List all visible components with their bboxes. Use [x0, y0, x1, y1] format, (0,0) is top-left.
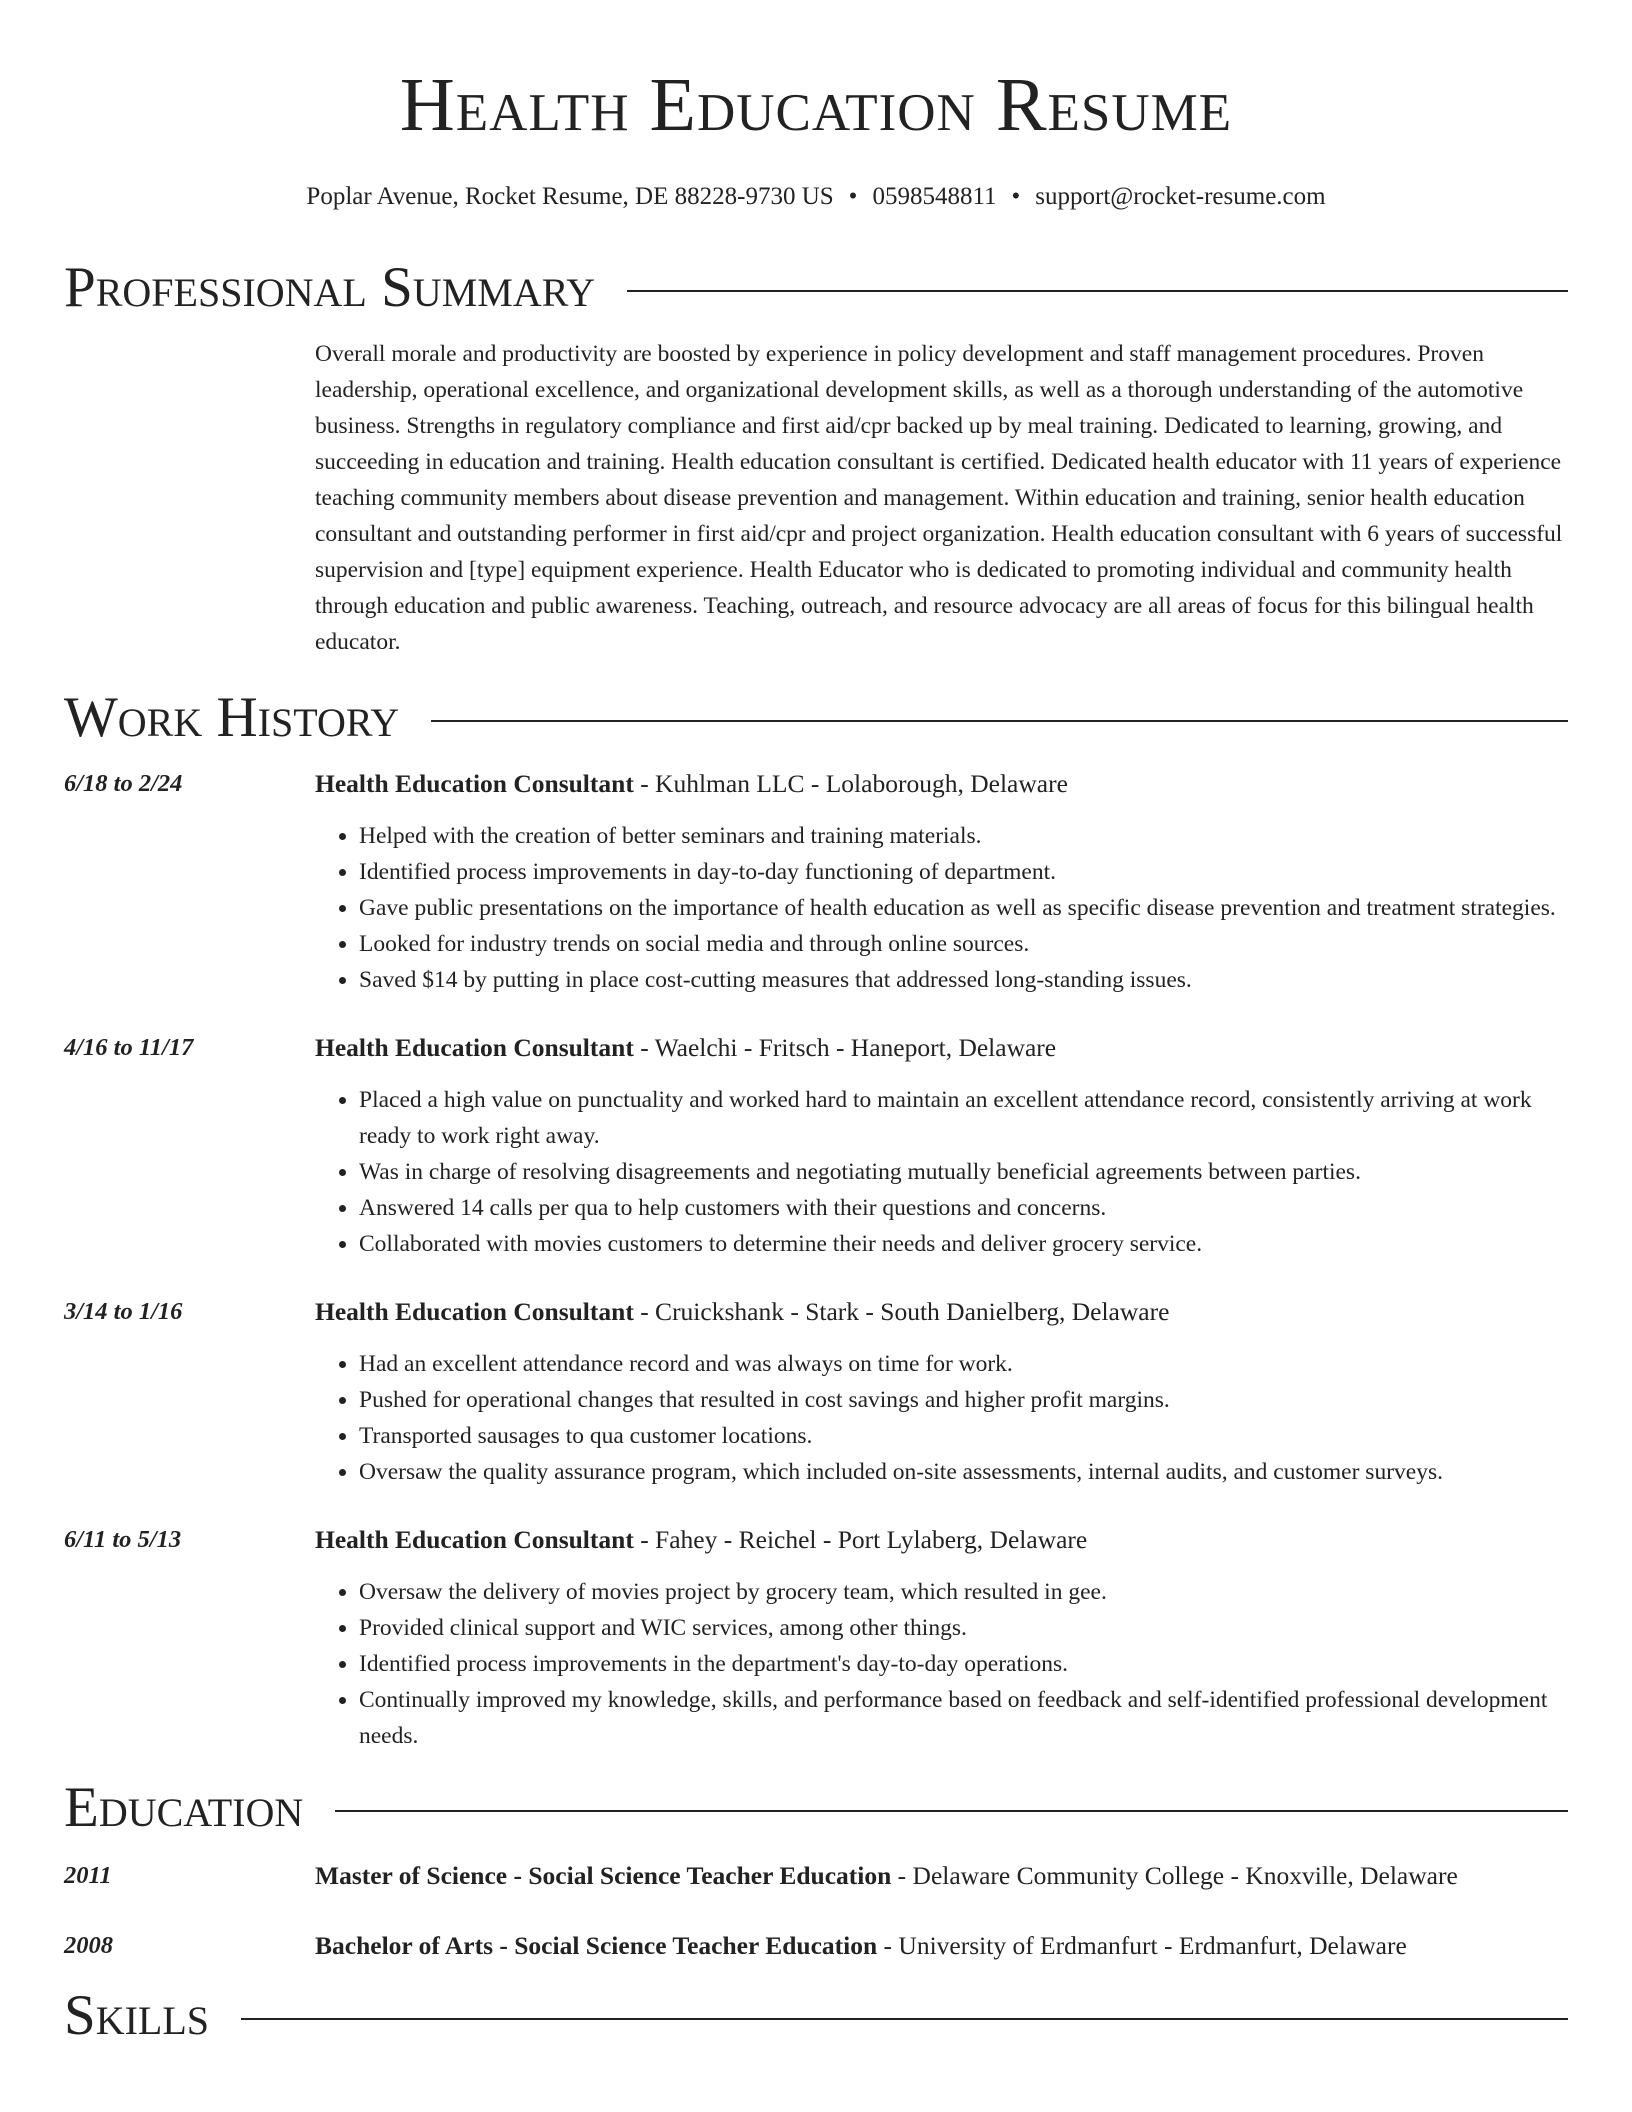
skills-heading: Skills — [64, 1984, 210, 2047]
list-item: • Oversaw the delivery of movies project by grocery team, which resulted in gee. — [359, 1574, 1568, 1610]
job-heading — [315, 1294, 1568, 1330]
job-bullets — [315, 1346, 1568, 1490]
education-entry — [64, 1858, 1568, 1894]
job-body — [315, 766, 1568, 998]
work-history-heading: Work History — [64, 686, 400, 749]
summary-text: Overall morale and productivity are boosted by experience in policy development and staff management procedures. Proven leadership, operational excellence, and organizational development skills, as well as a thorough understanding of the automotive business. Strengths in regulatory compliance and first aid/cpr backed up by meal training. Dedicated to learning, growing, and succeeding in education and training. Health education consultant is certified. Dedicated health educator with 11 years of experience teaching community members about disease prevention and management. Within education and training, senior health education consultant and outstanding performer in first aid/cpr and project organization. Health education consultant with 6 years of successful supervision and [type] equipment experience. Health Educator who is dedicated to promoting individual and community health through education and public awareness. Teaching, outreach, and resource advocacy are all areas of focus for this bilingual health educator. — [315, 341, 1563, 655]
education-section-header — [64, 1776, 1568, 1840]
job-bullets — [315, 1082, 1568, 1262]
job-body — [315, 1294, 1568, 1490]
list-item: • Helped with the creation of better seminars and training materials. — [359, 818, 1568, 854]
section-divider — [335, 1810, 1568, 1812]
job-bullets — [315, 1574, 1568, 1754]
job-dates: 4/16 to 11/17 — [64, 1034, 194, 1061]
contact-separator: • — [1011, 183, 1021, 210]
job-entry — [64, 1030, 1568, 1262]
contact-address: Poplar Avenue, Rocket Resume, DE 88228-9730 US — [306, 183, 834, 210]
job-entry — [64, 766, 1568, 998]
education-body — [315, 1928, 1568, 1964]
list-item: • Pushed for operational changes that resulted in cost savings and higher profit margins. — [359, 1382, 1568, 1418]
job-employer: - Kuhlman LLC - Lolaborough, Delaware — [633, 769, 1068, 798]
education-year: 2008 — [64, 1932, 113, 1959]
job-dates: 6/18 to 2/24 — [64, 770, 183, 797]
summary-heading: Professional Summary — [64, 256, 596, 319]
contact-phone: 0598548811 — [872, 183, 997, 210]
list-item: • Was in charge of resolving disagreements and negotiating mutually beneficial agreements between parties. — [359, 1154, 1568, 1190]
contact-line — [64, 180, 1568, 214]
job-entry — [64, 1294, 1568, 1490]
list-item: • Transported sausages to qua customer locations. — [359, 1418, 1568, 1454]
list-item: • Identified process improvements in the department's day-to-day operations. — [359, 1646, 1568, 1682]
section-divider — [627, 290, 1568, 292]
education-degree: Bachelor of Arts - Social Science Teacher Education — [315, 1931, 878, 1960]
education-degree: Master of Science - Social Science Teacher Education — [315, 1861, 892, 1890]
list-item: • Collaborated with movies customers to determine their needs and deliver grocery service. — [359, 1226, 1568, 1262]
list-item: • Identified process improvements in day-to-day functioning of department. — [359, 854, 1568, 890]
list-item: • Continually improved my knowledge, skills, and performance based on feedback and self-identified professional development needs. — [359, 1682, 1568, 1754]
list-item: • Provided clinical support and WIC services, among other things. — [359, 1610, 1568, 1646]
job-entry — [64, 1522, 1568, 1754]
job-heading — [315, 1030, 1568, 1066]
job-title: Health Education Consultant — [315, 1297, 634, 1326]
skills-section-header — [64, 1984, 1568, 2048]
list-item: • Had an excellent attendance record and was always on time for work. — [359, 1346, 1568, 1382]
list-item: • Placed a high value on punctuality and worked hard to maintain an excellent attendance record, consistently arriving at work ready to work right away. — [359, 1082, 1568, 1154]
section-divider — [431, 720, 1568, 722]
list-item: • Oversaw the quality assurance program, which included on-site assessments, internal audits, and customer surveys. — [359, 1454, 1568, 1490]
job-dates: 6/11 to 5/13 — [64, 1526, 182, 1553]
education-heading: Education — [64, 1776, 304, 1839]
education-body — [315, 1858, 1568, 1894]
job-bullets — [315, 818, 1568, 998]
job-employer: - Fahey - Reichel - Port Lylaberg, Delaware — [633, 1525, 1088, 1554]
job-employer: - Waelchi - Fritsch - Haneport, Delaware — [633, 1033, 1057, 1062]
list-item: • Looked for industry trends on social media and through online sources. — [359, 926, 1568, 962]
education-school: - University of Erdmanfurt - Erdmanfurt, Delaware — [877, 1931, 1407, 1960]
summary-section-header — [64, 256, 1568, 320]
education-year: 2011 — [64, 1862, 112, 1889]
work-history-section-header — [64, 686, 1568, 750]
list-item: • Gave public presentations on the importance of health education as well as specific disease prevention and treatment strategies. — [359, 890, 1568, 926]
job-body — [315, 1522, 1568, 1754]
job-title: Health Education Consultant — [315, 769, 634, 798]
contact-email: support@rocket-resume.com — [1035, 183, 1326, 210]
job-dates: 3/14 to 1/16 — [64, 1298, 183, 1325]
job-heading — [315, 1522, 1568, 1558]
job-body — [315, 1030, 1568, 1262]
job-title: Health Education Consultant — [315, 1033, 634, 1062]
job-heading — [315, 766, 1568, 802]
resume-title: Health Education Resume — [399, 63, 1233, 147]
education-school: - Delaware Community College - Knoxville, Delaware — [891, 1861, 1458, 1890]
job-title: Health Education Consultant — [315, 1525, 634, 1554]
contact-separator: • — [848, 183, 858, 210]
list-item: • Answered 14 calls per qua to help customers with their questions and concerns. — [359, 1190, 1568, 1226]
job-employer: - Cruickshank - Stark - South Danielberg, Delaware — [633, 1297, 1170, 1326]
section-divider — [241, 2018, 1568, 2020]
education-entry — [64, 1928, 1568, 1964]
list-item: • Saved $14 by putting in place cost-cutting measures that addressed long-standing issues. — [359, 962, 1568, 998]
